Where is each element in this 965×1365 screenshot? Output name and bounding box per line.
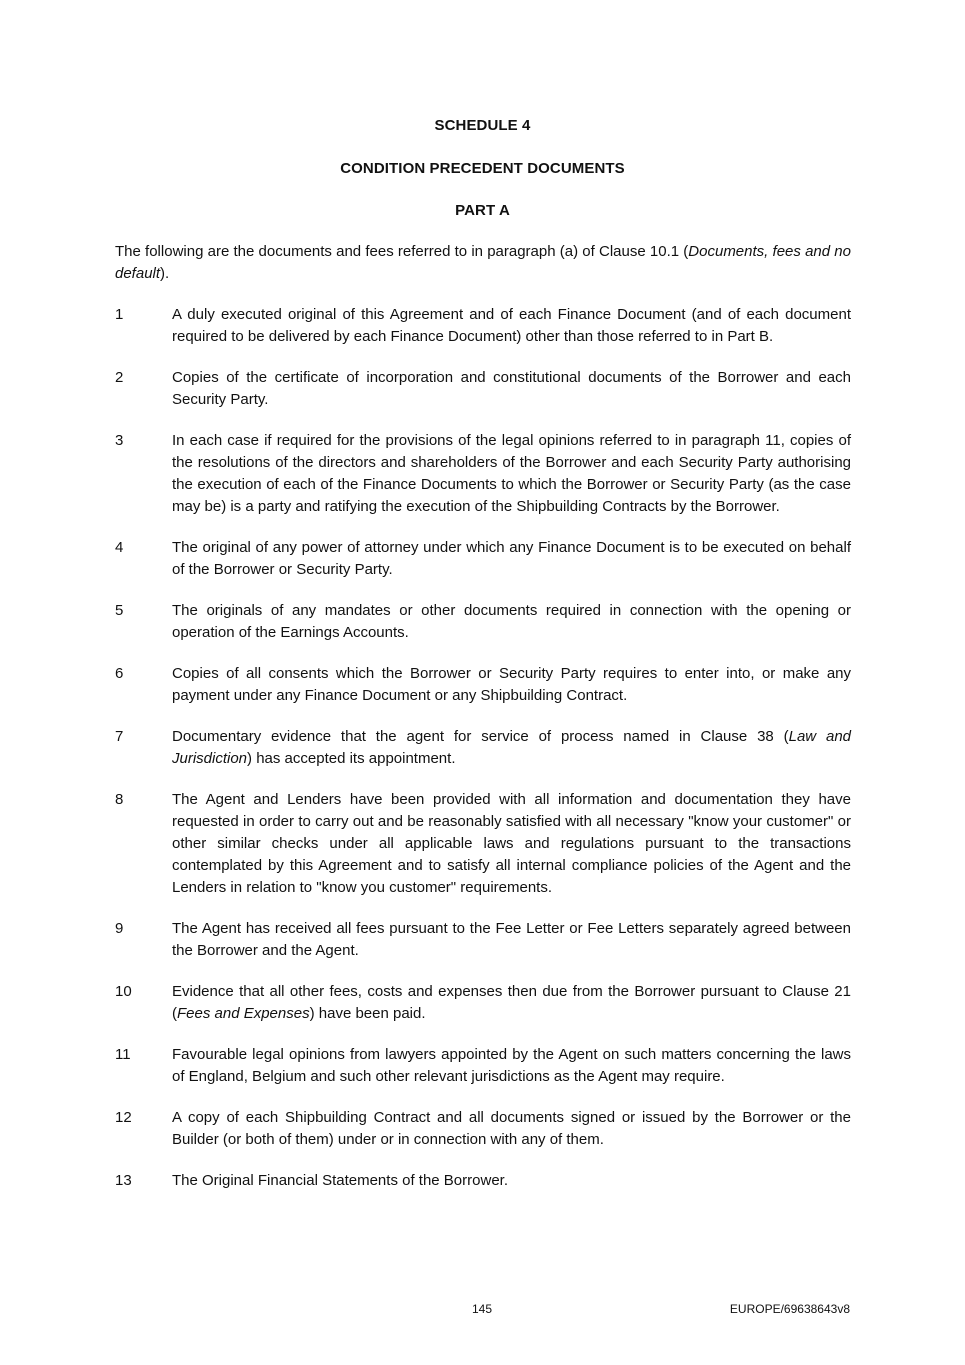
intro-italic-reference: Documents, fees and no default — [115, 243, 851, 282]
list-item — [115, 430, 851, 518]
list-item — [115, 726, 851, 770]
list-item — [115, 663, 851, 707]
list-item — [115, 367, 851, 411]
intro-text: The following are the documents and fees referred to in paragraph (a) of Clause 10.1 ( — [115, 243, 689, 260]
item-text: In each case if required for the provisions of the legal opinions referred to in paragraph 11, copies of the resolutions of the directors and shareholders of the Borrower and each Security Party authorising the execution of each of the Finance Documents to which the Borrower or Security Party (as the case may be) is a party and ratifying the execution of the Shipbuilding Contracts by the Borrower. — [172, 432, 851, 515]
intro-text-end: ). — [160, 265, 170, 282]
item-text: Copies of the certificate of incorporation and constitutional documents of the Borrower and each Security Party. — [172, 369, 851, 408]
item-number: 9 — [115, 920, 124, 937]
item-text: Favourable legal opinions from lawyers appointed by the Agent on such matters concerning the laws of England, Belgium and such other relevant jurisdictions as the Agent may require. — [172, 1046, 851, 1085]
item-text: Copies of all consents which the Borrower or Security Party requires to enter into, or make any payment under any Finance Document or any Shipbuilding Contract. — [172, 665, 851, 704]
item-number: 6 — [115, 665, 124, 682]
list-item — [115, 1044, 851, 1088]
item-number: 7 — [115, 728, 124, 745]
list-item — [115, 1107, 851, 1151]
item-text: A duly executed original of this Agreement and of each Finance Document (and of each document required to be delivered by each Finance Document) other than those referred to in Part B. — [172, 306, 851, 345]
item-text: The Original Financial Statements of the Borrower. — [172, 1172, 508, 1189]
clause-reference-italic: Fees and Expenses — [177, 1005, 310, 1022]
list-item — [115, 918, 851, 962]
item-text: The originals of any mandates or other documents required in connection with the opening or operation of the Earnings Accounts. — [172, 602, 851, 641]
list-item — [115, 981, 851, 1025]
condition-precedent-list — [115, 304, 851, 1211]
schedule-title: CONDITION PRECEDENT DOCUMENTS — [340, 160, 625, 177]
list-item — [115, 537, 851, 581]
item-number: 13 — [115, 1172, 132, 1189]
item-text: The Agent and Lenders have been provided with all information and documentation they have requested in order to carry out and be reasonably satisfied with all necessary "know your customer" or other similar checks under all applicable laws and regulations pursuant to the transactions contemplated by this Agreement and to satisfy all internal compliance policies of the Agent and the Lenders in relation to "know you customer" requirements. — [172, 791, 851, 896]
item-number: 12 — [115, 1109, 132, 1126]
item-number: 8 — [115, 791, 124, 808]
item-number: 10 — [115, 983, 132, 1000]
intro-paragraph — [115, 241, 851, 285]
page-number: 145 — [471, 1302, 493, 1316]
list-item — [115, 1170, 851, 1192]
item-number: 5 — [115, 602, 124, 619]
item-number: 1 — [115, 306, 124, 323]
item-number: 3 — [115, 432, 124, 449]
list-item — [115, 789, 851, 899]
item-number: 4 — [115, 539, 124, 556]
schedule-heading: SCHEDULE 4 — [434, 117, 531, 134]
document-reference: EUROPE/69638643v8 — [729, 1302, 850, 1316]
list-item — [115, 304, 851, 348]
item-number: 11 — [115, 1046, 131, 1063]
item-text: The Agent has received all fees pursuant to the Fee Letter or Fee Letters separately agreed between the Borrower and the Agent. — [172, 920, 851, 959]
item-text: Documentary evidence that the agent for service of process named in Clause 38 (Law and Jurisdiction) has accepted its appointment. — [172, 728, 851, 767]
item-number: 2 — [115, 369, 124, 386]
item-text: The original of any power of attorney under which any Finance Document is to be executed on behalf of the Borrower or Security Party. — [172, 539, 851, 578]
clause-reference-italic: Law and Jurisdiction — [172, 728, 851, 767]
item-text: A copy of each Shipbuilding Contract and all documents signed or issued by the Borrower or the Builder (or both of them) under or in connection with any of them. — [172, 1109, 851, 1148]
list-item — [115, 600, 851, 644]
item-text: Evidence that all other fees, costs and expenses then due from the Borrower pursuant to Clause 21 (Fees and Expenses) have been paid. — [172, 983, 851, 1022]
part-heading: PART A — [455, 202, 510, 219]
